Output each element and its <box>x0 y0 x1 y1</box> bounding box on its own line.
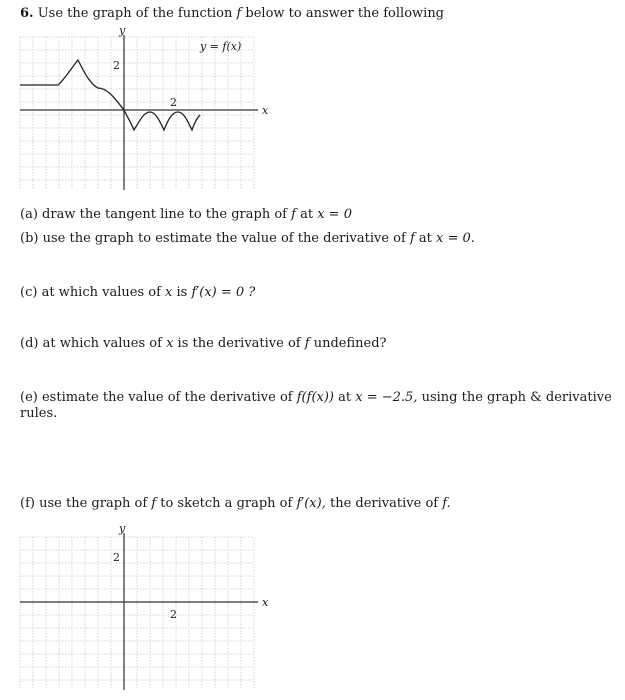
question-c-var: x <box>165 285 173 300</box>
x-axis-label: x <box>262 104 269 117</box>
question-e-text4: rules. <box>20 406 58 421</box>
question-f-fn2: f. <box>442 496 451 511</box>
question-b <box>20 231 475 247</box>
question-a-tag: (a) <box>20 207 38 222</box>
question-f-text2: to sketch a graph of <box>160 496 293 511</box>
graph-grid <box>20 37 254 190</box>
x-tick-label: 2 <box>170 96 177 109</box>
question-a-fn: f <box>291 207 296 222</box>
question-b-tag: (b) <box>20 231 39 246</box>
question-d-text3: undefined? <box>313 336 387 351</box>
question-e-cont <box>20 406 57 422</box>
question-e <box>20 390 612 406</box>
function-curve <box>20 60 200 130</box>
derivative-sketch-grid <box>0 500 625 700</box>
question-b-text: use the graph to estimate the value of the derivative of <box>42 231 406 246</box>
question-c-text: at which values of <box>41 285 161 300</box>
question-f-fn: f <box>151 496 157 511</box>
question-c-tag: (c) <box>20 285 38 300</box>
question-a-at: at <box>300 207 314 222</box>
question-f-text: use the graph of <box>39 496 148 511</box>
question-a-text: draw the tangent line to the graph of <box>42 207 287 222</box>
y-tick-label: 2 <box>113 59 120 72</box>
question-c-is: is <box>176 285 188 300</box>
question-d-text2: is the derivative of <box>177 336 301 351</box>
y-tick-label: 2 <box>113 551 120 564</box>
question-a-cond: x = 0 <box>317 207 352 222</box>
question-a <box>20 207 352 223</box>
question-e-cond: x = −2.5, <box>355 390 418 405</box>
question-e-expr: f(f(x)) <box>296 390 334 405</box>
question-e-text: estimate the value of the derivative of <box>41 390 293 405</box>
problem-intro-tail: below to answer the following <box>245 6 445 21</box>
question-f-tag: (f) <box>20 496 35 511</box>
curve-label: y = f(x) <box>200 40 242 53</box>
sketch-grid <box>20 537 254 690</box>
function-graph <box>0 0 625 200</box>
question-d-var: x <box>166 336 174 351</box>
y-axis-label: y <box>119 522 126 535</box>
problem-intro: Use the graph of the function <box>37 6 233 21</box>
question-d <box>20 336 387 352</box>
x-axis-label: x <box>262 596 269 609</box>
y-axis-label: y <box>119 24 126 37</box>
question-d-text: at which values of <box>42 336 162 351</box>
question-d-tag: (d) <box>20 336 39 351</box>
question-f-text3: the derivative of <box>329 496 439 511</box>
question-d-fn: f <box>304 336 310 351</box>
question-c-expr: f′(x) = 0 ? <box>191 285 256 300</box>
problem-number: 6. <box>20 6 34 21</box>
question-b-cond: x = 0. <box>436 231 475 246</box>
question-b-fn: f <box>409 231 415 246</box>
question-f-expr: f′(x), <box>296 496 326 511</box>
question-e-at: at <box>338 390 352 405</box>
question-e-text3: using the graph & derivative <box>421 390 612 405</box>
question-e-tag: (e) <box>20 390 38 405</box>
question-b-at: at <box>418 231 432 246</box>
question-c <box>20 285 255 301</box>
x-tick-label: 2 <box>170 608 177 621</box>
problem-intro-fn: f <box>236 6 242 21</box>
